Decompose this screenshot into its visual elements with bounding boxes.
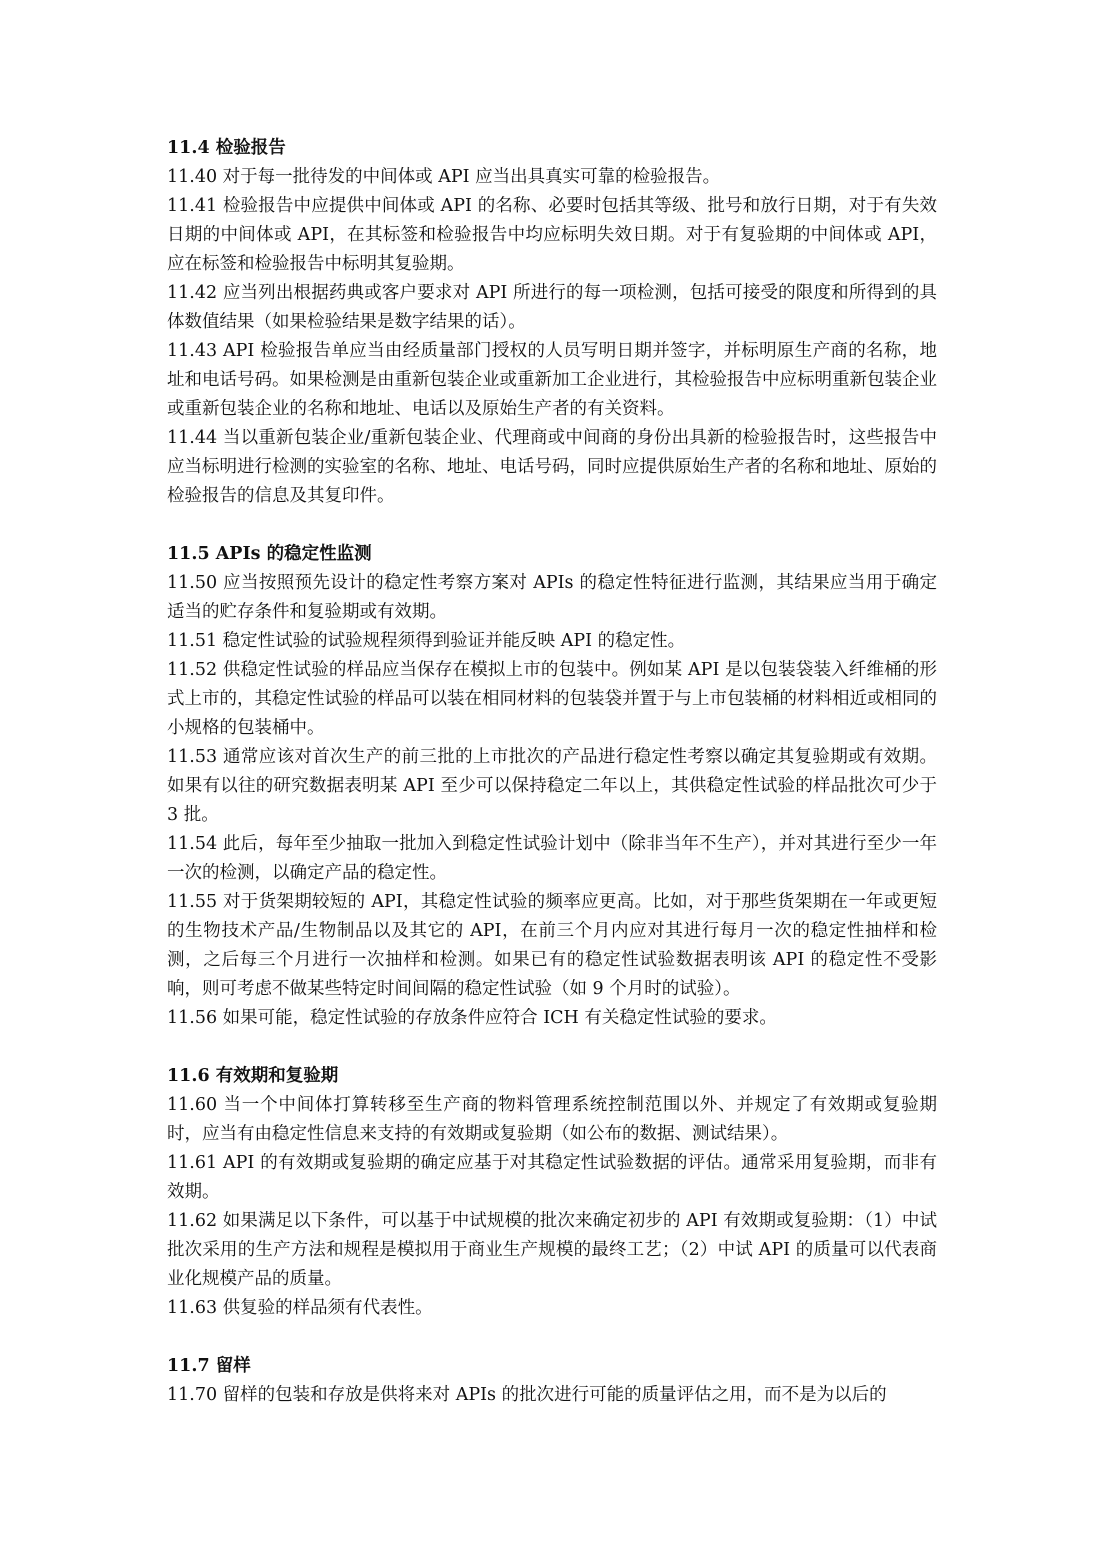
- section-heading: 11.4 检验报告: [167, 138, 286, 158]
- paragraph: 11.55 对于货架期较短的 API，其稳定性试验的频率应更高。比如，对于那些货架期在一年或更短的生物技术产品/生物制品以及其它的 API，在前三个月内应对其进行每月一次的稳定性抽样和检测，之后每三个月进行一次抽样和检测。如果已有的稳定性试验数据表明该 API 的稳定性不受影响，则可考虑不做某些特定时间间隔的稳定性试验（如 9 个月时的试验）。: [167, 892, 937, 999]
- section-11-6: [167, 1062, 937, 1323]
- paragraph: 11.53 通常应该对首次生产的前三批的上市批次的产品进行稳定性考察以确定其复验期或有效期。如果有以往的研究数据表明某 API 至少可以保持稳定二年以上，其供稳定性试验的样品批次可少于 3 批。: [167, 747, 937, 825]
- paragraph: 11.63 供复验的样品须有代表性。: [167, 1298, 433, 1318]
- section-11-4: [167, 134, 937, 511]
- paragraph: 11.42 应当列出根据药典或客户要求对 API 所进行的每一项检测，包括可接受的限度和所得到的具体数值结果（如果检验结果是数字结果的话）。: [167, 283, 937, 332]
- paragraph: 11.50 应当按照预先设计的稳定性考察方案对 APIs 的稳定性特征进行监测，其结果应当用于确定适当的贮存条件和复验期或有效期。: [167, 573, 937, 622]
- paragraph: 11.40 对于每一批待发的中间体或 API 应当出具真实可靠的检验报告。: [167, 167, 721, 187]
- paragraph: 11.43 API 检验报告单应当由经质量部门授权的人员写明日期并签字，并标明原生产商的名称，地址和电话号码。如果检测是由重新包装企业或重新加工企业进行，其检验报告中应标明重新包装企业或重新包装企业的名称和地址、电话以及原始生产者的有关资料。: [167, 341, 937, 419]
- section-heading: 11.5 APIs 的稳定性监测: [167, 544, 372, 564]
- section-11-5: [167, 540, 937, 1033]
- paragraph: 11.51 稳定性试验的试验规程须得到验证并能反映 API 的稳定性。: [167, 631, 686, 651]
- paragraph: 11.41 检验报告中应提供中间体或 API 的名称、必要时包括其等级、批号和放行日期，对于有失效日期的中间体或 API，在其标签和检验报告中均应标明失效日期。对于有复验期的中间体或 API，应在标签和检验报告中标明其复验期。: [167, 196, 937, 274]
- paragraph: 11.62 如果满足以下条件，可以基于中试规模的批次来确定初步的 API 有效期或复验期：（1）中试批次采用的生产方法和规程是模拟用于商业生产规模的最终工艺；（2）中试 API 的质量可以代表商业化规模产品的质量。: [167, 1211, 937, 1289]
- paragraph: 11.56 如果可能，稳定性试验的存放条件应符合 ICH 有关稳定性试验的要求。: [167, 1008, 777, 1028]
- section-heading: 11.6 有效期和复验期: [167, 1066, 339, 1086]
- paragraph: 11.70 留样的包装和存放是供将来对 APIs 的批次进行可能的质量评估之用，而不是为以后的: [167, 1385, 887, 1405]
- paragraph: 11.54 此后，每年至少抽取一批加入到稳定性试验计划中（除非当年不生产），并对其进行至少一年一次的检测，以确定产品的稳定性。: [167, 834, 937, 883]
- document-page: [167, 134, 937, 1439]
- paragraph: 11.44 当以重新包装企业/重新包装企业、代理商或中间商的身份出具新的检验报告时，这些报告中应当标明进行检测的实验室的名称、地址、电话号码，同时应提供原始生产者的名称和地址、原始的检验报告的信息及其复印件。: [167, 428, 937, 506]
- paragraph: 11.61 API 的有效期或复验期的确定应基于对其稳定性试验数据的评估。通常采用复验期，而非有效期。: [167, 1153, 937, 1202]
- section-11-7: [167, 1352, 937, 1410]
- paragraph: 11.60 当一个中间体打算转移至生产商的物料管理系统控制范围以外、并规定了有效期或复验期时，应当有由稳定性信息来支持的有效期或复验期（如公布的数据、测试结果）。: [167, 1095, 937, 1144]
- paragraph: 11.52 供稳定性试验的样品应当保存在模拟上市的包装中。例如某 API 是以包装袋装入纤维桶的形式上市的，其稳定性试验的样品可以装在相同材料的包装袋并置于与上市包装桶的材料相近或相同的小规格的包装桶中。: [167, 660, 937, 738]
- section-heading: 11.7 留样: [167, 1356, 251, 1376]
